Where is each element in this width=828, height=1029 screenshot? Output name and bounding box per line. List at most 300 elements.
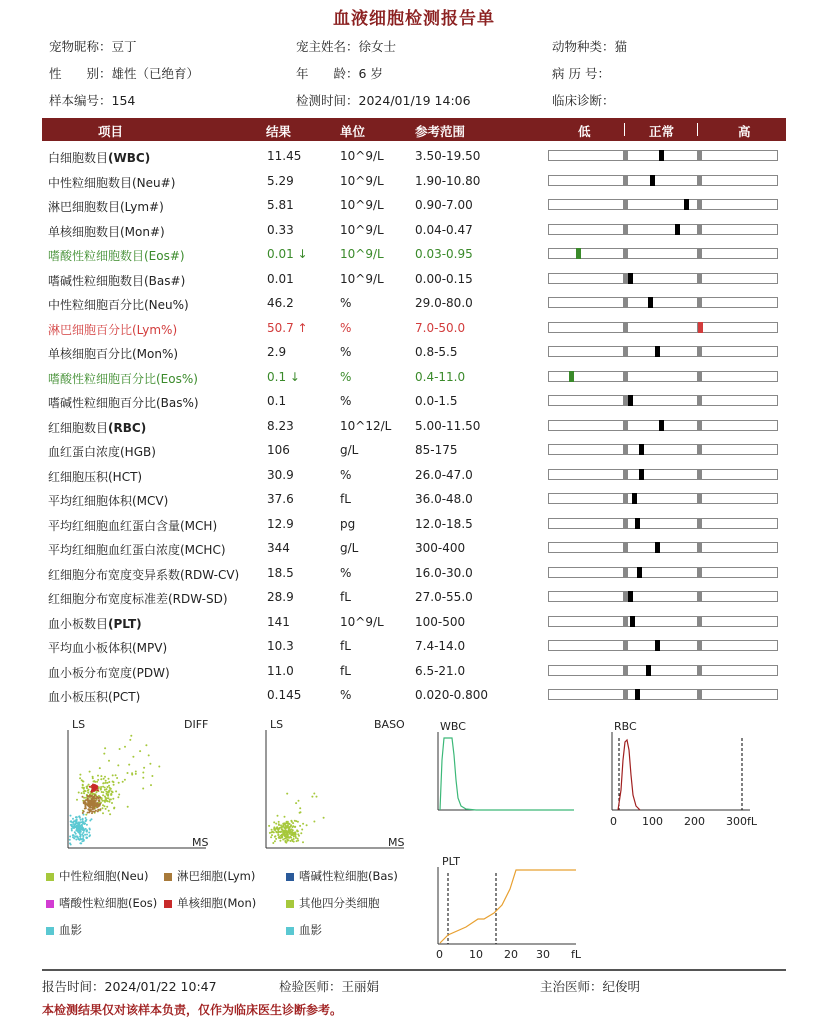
- row-item-name: [48, 615, 142, 632]
- row-item-label: 淋巴细胞百分比(Lym%): [48, 322, 178, 337]
- table-row: [42, 413, 786, 438]
- row-item-name: [48, 198, 164, 215]
- row-unit: 10^9/L: [340, 198, 384, 212]
- diff-neu-dot: [88, 789, 90, 791]
- baso-other-dot: [291, 828, 293, 830]
- diff-other-dot: [118, 782, 120, 784]
- sex-value: 雄性（已绝育）: [111, 66, 200, 81]
- table-row: [42, 584, 786, 609]
- range-indicator-bar: [548, 175, 778, 186]
- row-range: 29.0-80.0: [415, 296, 473, 310]
- diff-neu-dot: [110, 798, 112, 800]
- disclaimer: 本检测结果仅对该样本负责，仅作为临床医生诊断参考。: [42, 1003, 343, 1017]
- row-range: 7.4-14.0: [415, 639, 466, 653]
- pet-name-value: 豆丁: [111, 39, 137, 54]
- baso-other-dot: [272, 842, 274, 844]
- range-indicator-bar: [548, 199, 778, 210]
- baso-other-dot: [281, 829, 283, 831]
- range-boundary-tick: [697, 689, 702, 700]
- test-time-field: [296, 91, 471, 109]
- legend-swatch: [286, 927, 294, 935]
- row-unit: %: [340, 320, 352, 335]
- diff-other-dot: [158, 766, 160, 768]
- range-indicator-bar: [548, 371, 778, 382]
- diff-ghost-dot: [78, 828, 80, 830]
- range-boundary-tick: [697, 542, 702, 553]
- diff-ghost-dot: [77, 831, 79, 833]
- diff-other-dot: [143, 767, 145, 769]
- range-boundary-tick: [697, 591, 702, 602]
- baso-sparse-dot: [299, 807, 301, 809]
- baso-other-dot: [290, 840, 292, 842]
- plt-histogram-svg: [436, 855, 586, 950]
- row-result: 46.2: [267, 296, 294, 310]
- diff-neu-dot: [92, 776, 94, 778]
- diff-other-dot: [128, 764, 130, 766]
- table-row: [42, 315, 786, 340]
- row-result: 28.9: [267, 590, 294, 604]
- diff-neu-dot: [102, 804, 104, 806]
- plt-histogram: [436, 855, 586, 965]
- baso-sparse-dot: [284, 816, 286, 818]
- diff-lym-dot: [82, 796, 84, 798]
- diff-neu-dot: [108, 781, 110, 783]
- diff-ghost-dot: [85, 819, 87, 821]
- row-result: 37.6: [267, 492, 294, 506]
- row-unit: 10^9/L: [340, 222, 384, 237]
- range-boundary-tick: [623, 444, 628, 455]
- baso-other-dot: [284, 835, 286, 837]
- result-marker: [675, 224, 680, 235]
- range-indicator-bar: [548, 542, 778, 553]
- baso-other-dot: [290, 837, 292, 839]
- wbc-histogram: [436, 720, 576, 815]
- baso-sparse-dot: [311, 796, 313, 798]
- diff-neu-dot: [107, 800, 109, 802]
- diff-other-dot: [127, 772, 129, 774]
- result-marker: [635, 518, 640, 529]
- baso-sparse-dot: [302, 823, 304, 825]
- diff-neu-dot: [101, 791, 103, 793]
- diff-mon-dot: [93, 790, 95, 792]
- diff-neu-dot: [104, 801, 106, 803]
- diff-ghost-dot: [74, 835, 76, 837]
- header-result: 结果: [266, 124, 292, 139]
- row-range: 0.03-0.95: [415, 247, 473, 261]
- row-item-label: 白细胞数目: [48, 151, 109, 165]
- diff-other-dot: [151, 775, 153, 777]
- row-item-abbr: (WBC): [108, 151, 151, 165]
- pet-name-field: [49, 37, 137, 55]
- range-indicator-bar: [548, 469, 778, 480]
- diff-ghost-dot: [69, 839, 71, 841]
- plt-tick: 10: [469, 948, 483, 961]
- diff-mon-dot: [94, 784, 96, 786]
- diff-lym-dot: [90, 810, 92, 812]
- range-indicator-bar: [548, 395, 778, 406]
- diff-neu-dot: [104, 796, 106, 798]
- row-range: 0.020-0.800: [415, 688, 489, 702]
- baso-sparse-dot: [298, 800, 300, 802]
- diff-ghost-dot: [70, 824, 72, 826]
- report-time-field: [42, 977, 217, 995]
- diff-other-dot: [108, 778, 110, 780]
- baso-other-dot: [278, 823, 280, 825]
- baso-other-dot: [279, 840, 281, 842]
- row-range: 0.4-11.0: [415, 369, 466, 384]
- legend-label: 淋巴细胞(Lym): [177, 869, 256, 883]
- diff-ghost-dot: [78, 821, 80, 823]
- diff-ghost-dot: [82, 836, 84, 838]
- row-item-name: [48, 468, 142, 485]
- sample-field: [49, 91, 135, 109]
- row-item-name: [48, 541, 226, 558]
- species-value: 猫: [614, 39, 628, 54]
- row-item-name: [48, 174, 175, 191]
- diff-other-dot: [142, 772, 144, 774]
- age-field: [296, 64, 383, 82]
- baso-other-dot: [284, 840, 286, 842]
- diff-other-dot: [99, 767, 101, 769]
- age-label: 年 龄：: [296, 66, 359, 81]
- diff-ghost-dot: [86, 824, 88, 826]
- diff-lym-dot: [95, 810, 97, 812]
- row-unit: 10^9/L: [340, 149, 384, 163]
- diff-lym-dot: [88, 809, 90, 811]
- baso-other-dot: [294, 826, 296, 828]
- row-result: 0.1: [267, 394, 287, 408]
- wbc-curve: [440, 738, 574, 810]
- diff-neu-dot: [85, 797, 87, 799]
- report-time-value: 2024/01/22 10:47: [104, 979, 217, 994]
- row-result: 141: [267, 614, 290, 629]
- range-boundary-tick: [697, 665, 702, 676]
- header-range: 参考范围: [415, 124, 466, 139]
- diff-ghost-dot: [82, 832, 84, 834]
- diff-ghost-dot: [79, 825, 81, 827]
- result-marker: [576, 248, 581, 259]
- row-range: 85-175: [415, 443, 458, 457]
- range-indicator-bar: [548, 518, 778, 529]
- sample-value: 154: [111, 93, 136, 108]
- row-item-label: 嗜碱性粒细胞数目(Bas#): [48, 273, 186, 288]
- row-item-name: [48, 443, 156, 460]
- baso-sparse-dot: [300, 811, 302, 813]
- range-boundary-tick: [623, 542, 628, 553]
- baso-sparse-dot: [286, 793, 288, 795]
- diff-lym-dot: [97, 809, 99, 811]
- range-boundary-tick: [623, 469, 628, 480]
- range-boundary-tick: [697, 640, 702, 651]
- baso-other-dot: [269, 832, 271, 834]
- diff-other-dot: [142, 777, 144, 779]
- baso-sparse-dot: [306, 824, 308, 826]
- table-row: [42, 266, 786, 291]
- diff-title: DIFF: [184, 718, 209, 731]
- diff-neu-dot: [100, 786, 102, 788]
- record-label: 病 历 号：: [552, 66, 610, 81]
- baso-sparse-dot: [299, 825, 301, 827]
- table-row: [42, 658, 786, 683]
- diagnosis-field: [552, 91, 615, 109]
- diff-ghost-dot: [72, 834, 74, 836]
- diff-other-dot: [103, 753, 105, 755]
- baso-other-dot: [292, 834, 294, 836]
- table-row: [42, 339, 786, 364]
- diff-lym-dot: [88, 802, 90, 804]
- table-row: [42, 486, 786, 511]
- row-range: 27.0-55.0: [415, 590, 473, 604]
- diff-other-dot: [115, 774, 117, 776]
- baso-other-dot: [280, 835, 282, 837]
- table-row: [42, 682, 786, 707]
- plt-tick: 0: [436, 948, 443, 961]
- diff-other-dot: [89, 771, 91, 773]
- diff-neu-dot: [107, 791, 109, 793]
- row-unit: fL: [340, 639, 351, 653]
- baso-other-dot: [280, 824, 282, 826]
- range-boundary-tick: [697, 444, 702, 455]
- diff-ghost-dot: [91, 818, 93, 820]
- range-boundary-tick: [623, 150, 628, 161]
- diff-ghost-dot: [76, 816, 78, 818]
- wbc-histogram-svg: [436, 720, 576, 815]
- result-marker: [684, 199, 689, 210]
- row-item-name: [48, 492, 168, 509]
- table-row: [42, 535, 786, 560]
- diff-ghost-dot: [80, 842, 82, 844]
- test-time-label: 检测时间：: [296, 93, 359, 108]
- diff-ghost-dot: [77, 824, 79, 826]
- row-item-abbr: (RBC): [108, 420, 147, 435]
- diff-neu-dot: [79, 777, 81, 779]
- row-item-name: [48, 370, 198, 387]
- row-item-label: 血小板分布宽度(PDW): [48, 665, 170, 680]
- baso-other-dot: [271, 829, 273, 831]
- row-result: 344: [267, 541, 290, 555]
- diff-neu-dot: [105, 782, 107, 784]
- table-row: [42, 437, 786, 462]
- range-boundary-tick: [697, 518, 702, 529]
- range-boundary-tick: [697, 199, 702, 210]
- legend-swatch: [286, 900, 294, 908]
- table-row: [42, 168, 786, 193]
- row-range: 100-500: [415, 614, 466, 629]
- result-marker: [698, 322, 703, 333]
- row-unit: fL: [340, 492, 351, 506]
- diff-scatter-svg: [66, 718, 209, 850]
- diff-lym-dot: [90, 805, 92, 807]
- diff-other-dot: [104, 789, 106, 791]
- diff-ghost-dot: [75, 823, 77, 825]
- legend-label: 血影: [59, 923, 82, 937]
- baso-sparse-dot: [277, 828, 279, 830]
- row-range: 1.90-10.80: [415, 173, 481, 188]
- baso-other-dot: [295, 837, 297, 839]
- table-row: [42, 560, 786, 585]
- row-item-label: 嗜酸性粒细胞百分比(Eos%): [48, 371, 198, 386]
- baso-other-dot: [295, 835, 297, 837]
- legend-swatch: [164, 873, 172, 881]
- diff-ghost-dot: [70, 821, 72, 823]
- diff-other-dot: [135, 771, 137, 773]
- diff-neu-dot: [113, 807, 115, 809]
- diff-neu-dot: [108, 810, 110, 812]
- legend-item: [286, 922, 322, 938]
- result-marker: [655, 346, 660, 357]
- diff-neu-dot: [107, 782, 109, 784]
- rbc-curve: [618, 740, 640, 810]
- baso-other-dot: [273, 821, 275, 823]
- diff-lym-dot: [98, 797, 100, 799]
- row-result: 8.23: [267, 418, 294, 433]
- baso-other-dot: [274, 840, 276, 842]
- range-indicator-bar: [548, 493, 778, 504]
- diff-other-dot: [104, 776, 106, 778]
- owner-value: 徐女士: [358, 39, 397, 54]
- diff-neu-dot: [111, 802, 113, 804]
- legend-label: 嗜酸性粒细胞(Eos): [59, 896, 158, 910]
- range-boundary-tick: [623, 175, 628, 186]
- result-marker: [628, 395, 633, 406]
- result-marker: [648, 297, 653, 308]
- result-marker: [650, 175, 655, 186]
- diff-lym-dot: [88, 801, 90, 803]
- baso-other-dot: [274, 828, 276, 830]
- row-item-name: [48, 590, 228, 607]
- diff-lym-dot: [93, 802, 95, 804]
- row-item-label: 平均红细胞血红蛋白含量(MCH): [48, 518, 218, 533]
- doctor-value: 纪俊明: [602, 979, 641, 994]
- row-item-abbr: (PLT): [108, 616, 142, 631]
- diff-ghost-dot: [74, 820, 76, 822]
- test-time-value: 2024/01/19 14:06: [358, 93, 471, 108]
- diff-neu-dot: [103, 778, 105, 780]
- plt-curve: [440, 870, 576, 943]
- diff-neu-dot: [83, 787, 85, 789]
- diff-neu-dot: [100, 789, 102, 791]
- diff-neu-dot: [112, 781, 114, 783]
- row-unit: 10^9/L: [340, 271, 384, 286]
- range-boundary-tick: [697, 420, 702, 431]
- diff-ghost-dot: [71, 828, 73, 830]
- diff-neu-dot: [115, 790, 117, 792]
- row-unit: %: [340, 467, 352, 482]
- result-marker: [569, 371, 574, 382]
- row-item-name: [48, 223, 165, 240]
- range-indicator-bar: [548, 248, 778, 259]
- baso-other-dot: [271, 834, 273, 836]
- diff-neu-dot: [102, 812, 104, 814]
- row-item-label: 血小板数目: [48, 616, 109, 631]
- baso-other-dot: [301, 829, 303, 831]
- range-boundary-tick: [623, 371, 628, 382]
- range-boundary-tick: [623, 346, 628, 357]
- baso-sparse-dot: [323, 817, 325, 819]
- diff-other-dot: [119, 748, 121, 750]
- diff-mon-dot: [92, 786, 94, 788]
- diff-neu-dot: [100, 778, 102, 780]
- plt-tick: 20: [504, 948, 518, 961]
- header-low: 低: [578, 124, 591, 139]
- baso-sparse-dot: [295, 820, 297, 822]
- diff-neu-dot: [109, 801, 111, 803]
- diff-neu-dot: [94, 781, 96, 783]
- diff-ghost-dot: [70, 815, 72, 817]
- diff-other-dot: [124, 779, 126, 781]
- header-unit: 单位: [340, 124, 366, 139]
- diff-neu-dot: [85, 790, 87, 792]
- diff-ghost-dot: [79, 817, 81, 819]
- diff-other-dot: [142, 788, 144, 790]
- diff-mon-dot: [95, 788, 97, 790]
- result-marker: [646, 665, 651, 676]
- row-range: 16.0-30.0: [415, 565, 473, 580]
- diff-neu-dot: [96, 781, 98, 783]
- diff-neu-dot: [88, 784, 90, 786]
- diff-other-dot: [110, 794, 112, 796]
- diff-neu-dot: [83, 792, 85, 794]
- range-boundary-tick: [623, 199, 628, 210]
- diff-other-dot: [93, 780, 95, 782]
- range-boundary-tick: [623, 518, 628, 529]
- range-boundary-tick: [623, 665, 628, 676]
- row-item-name: [48, 272, 185, 289]
- pet-name-label: 宠物昵称：: [49, 39, 112, 54]
- table-row: [42, 143, 786, 168]
- range-indicator-bar: [548, 444, 778, 455]
- rbc-tick: 300fL: [726, 815, 757, 828]
- diff-lym-dot: [91, 800, 93, 802]
- diff-ghost-dot: [72, 836, 74, 838]
- range-boundary-tick: [623, 248, 628, 259]
- diff-mon-dot: [91, 791, 93, 793]
- row-item-label: 嗜酸性粒细胞数目(Eos#): [48, 249, 185, 263]
- row-item-name: [48, 296, 189, 313]
- row-item-name: [48, 149, 150, 166]
- range-boundary-tick: [623, 689, 628, 700]
- diff-ghost-dot: [86, 834, 88, 836]
- diff-ghost-dot: [81, 825, 83, 827]
- diff-ghost-dot: [69, 836, 71, 838]
- baso-other-dot: [282, 824, 284, 826]
- diff-ghost-dot: [83, 829, 85, 831]
- row-unit: g/L: [340, 443, 359, 457]
- row-unit: pg: [340, 516, 356, 531]
- baso-other-dot: [272, 831, 274, 833]
- diff-mon-dot: [96, 786, 98, 788]
- range-boundary-tick: [697, 248, 702, 259]
- diff-neu-dot: [85, 814, 87, 816]
- diff-neu-dot: [100, 775, 102, 777]
- baso-other-dot: [285, 825, 287, 827]
- table-row: [42, 241, 786, 266]
- range-boundary-tick: [623, 322, 628, 333]
- legend-swatch: [286, 873, 294, 881]
- rbc-tick: 100: [642, 815, 663, 828]
- diff-ghost-dot: [84, 823, 86, 825]
- diff-ghost-dot: [85, 817, 87, 819]
- range-boundary-tick: [623, 297, 628, 308]
- diff-other-dot: [117, 764, 119, 766]
- diff-ghost-dot: [80, 835, 82, 837]
- range-indicator-bar: [548, 420, 778, 431]
- rbc-histogram-svg: [610, 720, 760, 815]
- table-row: [42, 609, 786, 634]
- baso-other-dot: [292, 826, 294, 828]
- diff-other-dot: [122, 781, 124, 783]
- row-item-label: 红细胞分布宽度标准差(RDW-SD): [48, 592, 228, 606]
